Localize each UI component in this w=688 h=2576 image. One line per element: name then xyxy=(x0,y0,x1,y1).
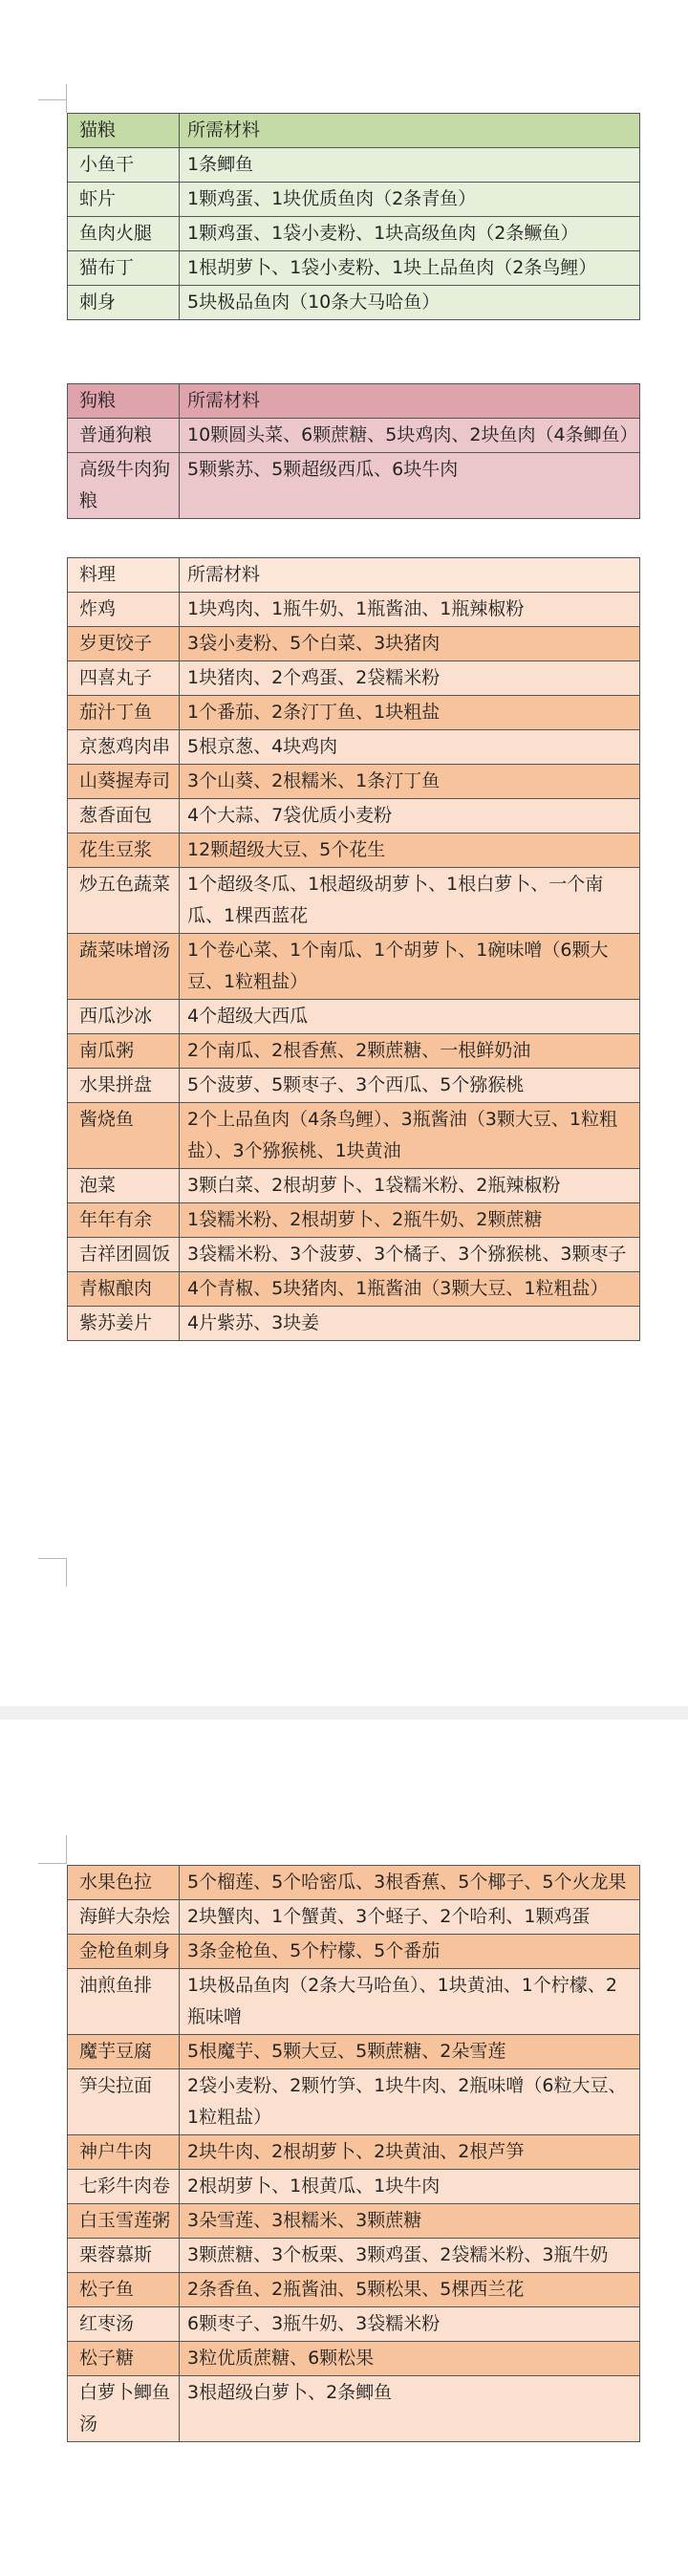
dish-ingredients: 1个番茄、2条汀丁鱼、1块粗盐 xyxy=(180,696,640,730)
dish-ingredients: 12颗超级大豆、5个花生 xyxy=(180,833,640,868)
table-row xyxy=(68,148,640,183)
table-row xyxy=(68,2035,640,2069)
table-row xyxy=(68,696,640,730)
dish-name: 笋尖拉面 xyxy=(68,2069,180,2135)
dish-ingredients: 5根京葱、4块鸡肉 xyxy=(180,730,640,765)
table-row xyxy=(68,1935,640,1969)
dish-name: 海鲜大杂烩 xyxy=(68,1900,180,1935)
dish-ingredients: 3粒优质蔗糖、6颗松果 xyxy=(180,2342,640,2376)
crop-mark-top-vertical xyxy=(66,84,67,113)
dish-ingredients: 5个菠萝、5颗枣子、3个西瓜、5个猕猴桃 xyxy=(180,1069,640,1103)
dish-ingredients: 1颗鸡蛋、1袋小麦粉、1块高级鱼肉（2条鳜鱼） xyxy=(180,217,640,251)
dish-name: 白玉雪莲粥 xyxy=(68,2204,180,2239)
dish-name: 水果拼盘 xyxy=(68,1069,180,1103)
dish-name: 高级牛肉狗粮 xyxy=(68,453,180,519)
dish-name: 猫布丁 xyxy=(68,251,180,286)
dish-ingredients: 3颗白菜、2根胡萝卜、1袋糯米粉、2瓶辣椒粉 xyxy=(180,1169,640,1203)
crop-mark-top-horizontal xyxy=(38,99,67,100)
dish-name: 茄汁丁鱼 xyxy=(68,696,180,730)
dish-name: 蔬菜味增汤 xyxy=(68,934,180,1000)
crop-mark-bottom-vertical xyxy=(66,1558,67,1587)
table-row xyxy=(68,799,640,833)
dish-name: 神户牛肉 xyxy=(68,2135,180,2170)
table-row xyxy=(68,934,640,1000)
column-header-ingredients: 所需材料 xyxy=(180,384,640,419)
table-row xyxy=(68,661,640,696)
table-row xyxy=(68,1069,640,1103)
dish-ingredients: 4片紫苏、3块姜 xyxy=(180,1307,640,1341)
cooking-table xyxy=(67,557,640,1341)
dish-name: 松子鱼 xyxy=(68,2273,180,2307)
table-row xyxy=(68,2069,640,2135)
table-header-row xyxy=(68,384,640,419)
table-row xyxy=(68,1034,640,1069)
dish-ingredients: 5根魔芋、5颗大豆、5颗蔗糖、2朵雪莲 xyxy=(180,2035,640,2069)
table-row xyxy=(68,2239,640,2273)
dish-name: 南瓜粥 xyxy=(68,1034,180,1069)
table-row xyxy=(68,1238,640,1272)
dish-name: 紫苏姜片 xyxy=(68,1307,180,1341)
dish-name: 山葵握寿司 xyxy=(68,765,180,799)
table-row xyxy=(68,1169,640,1203)
table-row xyxy=(68,2135,640,2170)
dish-ingredients: 1条鲫鱼 xyxy=(180,148,640,183)
column-header-name: 猫粮 xyxy=(68,114,180,148)
dish-ingredients: 3个山葵、2根糯米、1条汀丁鱼 xyxy=(180,765,640,799)
table-row xyxy=(68,2342,640,2376)
dish-name: 泡菜 xyxy=(68,1169,180,1203)
column-header-name: 料理 xyxy=(68,558,180,593)
dish-name: 魔芋豆腐 xyxy=(68,2035,180,2069)
crop-mark-top-vertical xyxy=(66,1835,67,1864)
dish-name: 葱香面包 xyxy=(68,799,180,833)
dish-name: 普通狗粮 xyxy=(68,419,180,453)
dish-ingredients: 2个上品鱼肉（4条鸟鲤）、3瓶酱油（3颗大豆、1粒粗盐）、3个猕猴桃、1块黄油 xyxy=(180,1103,640,1169)
table-header-row xyxy=(68,558,640,593)
column-header-ingredients: 所需材料 xyxy=(180,558,640,593)
dog-food-table xyxy=(67,383,640,519)
dish-ingredients: 5块极品鱼肉（10条大马哈鱼） xyxy=(180,286,640,320)
dish-name: 青椒酿肉 xyxy=(68,1272,180,1307)
dish-name: 花生豆浆 xyxy=(68,833,180,868)
dish-ingredients: 2袋小麦粉、2颗竹笋、1块牛肉、2瓶味噌（6粒大豆、1粒粗盐） xyxy=(180,2069,640,2135)
dish-ingredients: 4个青椒、5块猪肉、1瓶酱油（3颗大豆、1粒粗盐） xyxy=(180,1272,640,1307)
table-row xyxy=(68,453,640,519)
dish-name: 虾片 xyxy=(68,183,180,217)
table-row xyxy=(68,419,640,453)
cat-food-table xyxy=(67,113,640,320)
dish-name: 四喜丸子 xyxy=(68,661,180,696)
dish-ingredients: 1个卷心菜、1个南瓜、1个胡萝卜、1碗味噌（6颗大豆、1粒粗盐） xyxy=(180,934,640,1000)
dish-ingredients: 3根超级白萝卜、2条鲫鱼 xyxy=(180,2376,640,2442)
cooking-table-continued xyxy=(67,1865,640,2442)
dish-ingredients: 1块极品鱼肉（2条大马哈鱼）、1块黄油、1个柠檬、2瓶味噌 xyxy=(180,1969,640,2035)
dish-ingredients: 2条香鱼、2瓶酱油、5颗松果、5棵西兰花 xyxy=(180,2273,640,2307)
column-header-name: 狗粮 xyxy=(68,384,180,419)
table-row xyxy=(68,2273,640,2307)
table-row xyxy=(68,251,640,286)
table-header-row xyxy=(68,114,640,148)
dish-name: 栗蓉慕斯 xyxy=(68,2239,180,2273)
dish-name: 七彩牛肉卷 xyxy=(68,2170,180,2204)
table-row xyxy=(68,183,640,217)
dish-name: 金枪鱼刺身 xyxy=(68,1935,180,1969)
page-separator xyxy=(0,1706,688,1720)
dish-name: 油煎鱼排 xyxy=(68,1969,180,2035)
table-row xyxy=(68,2170,640,2204)
table-row xyxy=(68,833,640,868)
dish-ingredients: 3颗蔗糖、3个板栗、3颗鸡蛋、2袋糯米粉、3瓶牛奶 xyxy=(180,2239,640,2273)
dish-name: 小鱼干 xyxy=(68,148,180,183)
dish-ingredients: 3朵雪莲、3根糯米、3颗蔗糖 xyxy=(180,2204,640,2239)
dish-ingredients: 1块猪肉、2个鸡蛋、2袋糯米粉 xyxy=(180,661,640,696)
dish-name: 酱烧鱼 xyxy=(68,1103,180,1169)
dish-name: 炸鸡 xyxy=(68,593,180,627)
dish-name: 白萝卜鲫鱼汤 xyxy=(68,2376,180,2442)
dish-ingredients: 1袋糯米粉、2根胡萝卜、2瓶牛奶、2颗蔗糖 xyxy=(180,1203,640,1238)
dish-ingredients: 5颗紫苏、5颗超级西瓜、6块牛肉 xyxy=(180,453,640,519)
dish-ingredients: 10颗圆头菜、6颗蔗糖、5块鸡肉、2块鱼肉（4条鲫鱼） xyxy=(180,419,640,453)
dish-ingredients: 3条金枪鱼、5个柠檬、5个番茄 xyxy=(180,1935,640,1969)
dish-name: 红枣汤 xyxy=(68,2307,180,2342)
dish-name: 鱼肉火腿 xyxy=(68,217,180,251)
table-row xyxy=(68,2376,640,2442)
table-row xyxy=(68,1969,640,2035)
dish-ingredients: 4个超级大西瓜 xyxy=(180,1000,640,1034)
dish-ingredients: 1块鸡肉、1瓶牛奶、1瓶酱油、1瓶辣椒粉 xyxy=(180,593,640,627)
dish-ingredients: 1根胡萝卜、1袋小麦粉、1块上品鱼肉（2条鸟鲤） xyxy=(180,251,640,286)
dish-name: 水果色拉 xyxy=(68,1866,180,1900)
table-row xyxy=(68,1272,640,1307)
dish-ingredients: 2块牛肉、2根胡萝卜、2块黄油、2根芦笋 xyxy=(180,2135,640,2170)
dish-ingredients: 4个大蒜、7袋优质小麦粉 xyxy=(180,799,640,833)
dish-name: 年年有余 xyxy=(68,1203,180,1238)
dish-name: 松子糖 xyxy=(68,2342,180,2376)
crop-mark-bottom-horizontal xyxy=(38,1558,67,1559)
dish-name: 岁更饺子 xyxy=(68,627,180,661)
table-row xyxy=(68,765,640,799)
table-row xyxy=(68,2204,640,2239)
table-row xyxy=(68,868,640,934)
table-row xyxy=(68,593,640,627)
dish-ingredients: 5个榴莲、5个哈密瓜、3根香蕉、5个椰子、5个火龙果 xyxy=(180,1866,640,1900)
document-page-2 xyxy=(0,1720,688,2576)
table-row xyxy=(68,1203,640,1238)
table-row xyxy=(68,627,640,661)
dish-name: 炒五色蔬菜 xyxy=(68,868,180,934)
table-row xyxy=(68,730,640,765)
dish-name: 吉祥团圆饭 xyxy=(68,1238,180,1272)
dish-ingredients: 1个超级冬瓜、1根超级胡萝卜、1根白萝卜、一个南瓜、1棵西蓝花 xyxy=(180,868,640,934)
table-row xyxy=(68,286,640,320)
table-row xyxy=(68,217,640,251)
dish-ingredients: 1颗鸡蛋、1块优质鱼肉（2条青鱼） xyxy=(180,183,640,217)
table-row xyxy=(68,1000,640,1034)
dish-ingredients: 3袋糯米粉、3个菠萝、3个橘子、3个猕猴桃、3颗枣子 xyxy=(180,1238,640,1272)
table-row xyxy=(68,1900,640,1935)
table-row xyxy=(68,1866,640,1900)
table-row xyxy=(68,1103,640,1169)
dish-ingredients: 2根胡萝卜、1根黄瓜、1块牛肉 xyxy=(180,2170,640,2204)
dish-ingredients: 2块蟹肉、1个蟹黄、3个蛏子、2个哈利、1颗鸡蛋 xyxy=(180,1900,640,1935)
dish-ingredients: 6颗枣子、3瓶牛奶、3袋糯米粉 xyxy=(180,2307,640,2342)
crop-mark-top-horizontal xyxy=(38,1863,67,1864)
dish-ingredients: 2个南瓜、2根香蕉、2颗蔗糖、一根鲜奶油 xyxy=(180,1034,640,1069)
table-row xyxy=(68,2307,640,2342)
dish-name: 刺身 xyxy=(68,286,180,320)
table-row xyxy=(68,1307,640,1341)
dish-ingredients: 3袋小麦粉、5个白菜、3块猪肉 xyxy=(180,627,640,661)
column-header-ingredients: 所需材料 xyxy=(180,114,640,148)
dish-name: 京葱鸡肉串 xyxy=(68,730,180,765)
dish-name: 西瓜沙冰 xyxy=(68,1000,180,1034)
